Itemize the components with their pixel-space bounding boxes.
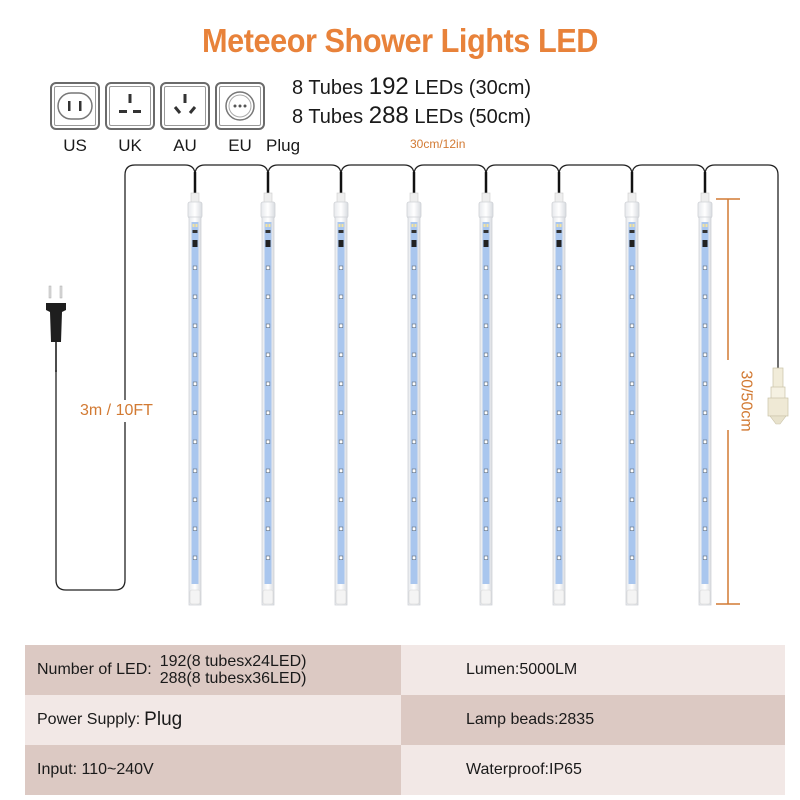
power-plug-icon (46, 286, 66, 372)
spec-value: 192(8 tubesx24LED) (159, 653, 307, 670)
tube-length-label: 30/50cm (737, 367, 755, 434)
spec-input: Input: 110~240V (25, 745, 401, 795)
spec-value: Plug (144, 709, 183, 730)
spec-value: 288(8 tubesx36LED) (159, 670, 307, 687)
spec-number-of-led (25, 645, 401, 695)
plug-label-uk: UK (118, 136, 142, 155)
summary-line-50cm: 8 Tubes 288 LEDs (50cm) (292, 102, 532, 129)
plug-label-eu: EU (228, 136, 252, 155)
spec-lamp-beads: Lamp beads:2835 (401, 695, 785, 745)
end-connector-icon (768, 368, 788, 424)
cable-length-label: 3m / 10FT (80, 400, 153, 422)
tube-spacing-label: 30cm/12in (410, 137, 466, 151)
spec-waterproof: Waterproof:IP65 (401, 745, 785, 795)
spec-label: Number of LED: (37, 661, 152, 678)
spec-table (25, 645, 785, 795)
summary-line-30cm: 8 Tubes 192 LEDs (30cm) (292, 73, 532, 100)
plug-suffix: Plug (266, 136, 301, 155)
spec-lumen: Lumen:5000LM (401, 645, 785, 695)
spec-label: Power Supply: (37, 711, 141, 728)
led-tubes (188, 193, 712, 605)
plug-label-us: US (63, 136, 87, 155)
plug-label-au: AU (173, 136, 197, 155)
spec-power-supply (25, 695, 401, 745)
product-title: Meteeor Shower Lights LED (202, 22, 598, 59)
